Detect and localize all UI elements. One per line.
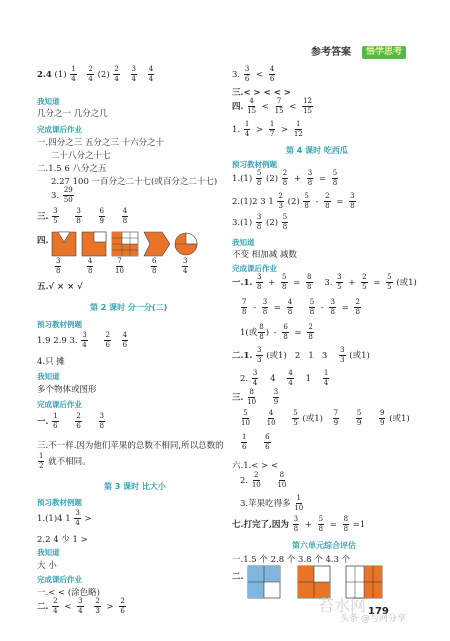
fraction: $\frac{3}{4}$ [131,65,136,83]
fraction: $\frac{3}{8}$ [99,412,104,430]
fraction: $\frac{6}{8}$ [283,323,288,341]
fraction: $\frac{5}{8}$ [332,169,338,187]
page-number: 179 [368,606,389,617]
answer-line: 3.苹果吃得多 $\frac{1}{10}$ [240,494,304,512]
fraction: $\frac{6}{6}$ [265,433,270,451]
section-homework: 完成课后作业 [232,264,277,273]
answer-line: 2. $\frac{3}{4}$ 4 $\frac{4}{4}$ 1 $\frac{1}{4}$ [240,369,329,387]
fraction: $\frac{3}{8}$ [256,213,262,231]
fraction: $\frac{8}{8}$ [307,273,312,291]
section-homework: 完成课后作业 [37,575,82,584]
header-badge: 悟学思考 [362,46,406,59]
fraction: $\frac{3}{8}$ [56,257,61,275]
fraction: $\frac{9}{9}$ [380,409,385,427]
fraction: $\frac{3}{3}$ [340,346,345,364]
shape-hexagon [144,232,170,256]
section-homework: 完成课后作业 [37,400,82,409]
fraction: $\frac{3}{4}$ [82,331,87,349]
fraction: $\frac{8}{8}$ [259,323,264,341]
shape-grid [112,232,138,256]
fraction: $\frac{2}{8}$ [282,169,288,187]
answer-line: 3. $\frac{29}{50}$ [51,186,73,204]
answer-line: 1.(1)4 1 $\frac{3}{4}$ > [37,509,92,527]
lesson-title: 第六单元综合评估 [292,541,356,550]
fraction: $\frac{7}{15}$ [274,97,284,115]
grid-figure-1 [248,566,280,598]
fraction: $\frac{2}{6}$ [120,597,125,615]
fraction: $\frac{1}{12}$ [293,120,303,138]
section-i-know: 我知道 [232,238,255,247]
answer-line: 二. $\frac{2}{4}$ < $\frac{3}{4}$ $\frac{2}{3}$ > $\frac{2}{6}$ [37,597,125,615]
answer-line: 2.2 4 少 1 > [37,535,88,545]
answer-line: $\frac{5}{10}$ $\frac{4}{10}$ $\frac{5}{5}$ (或1) $\frac{7}{9}$ $\frac{5}{9}$ $\frac{9}{9}$ (或1) [241,409,410,427]
fraction: $\frac{3}{8}$ [257,273,262,291]
lesson-title: 第 4 课时 吃西瓜 [286,146,348,155]
fraction: $\frac{2}{8}$ [355,298,360,316]
answer-line: 多个物体或图形 [37,385,97,395]
watermark-logo: 苔水网 [318,596,367,615]
fraction: $\frac{7}{8}$ [242,298,247,316]
fraction: $\frac{1}{6}$ [53,412,58,430]
fraction: $\frac{3}{8}$ [262,298,268,316]
fraction [150,258,158,275]
fraction: $\frac{1}{4}$ [323,369,329,387]
fraction: $\frac{5}{8}$ [304,192,309,210]
shape-circle [175,233,197,255]
answer-line: 四. $\frac{4}{15}$ < $\frac{7}{15}$ < $\frac{12}{15}$ [232,97,312,115]
fraction: $\frac{3}{4}$ [78,597,83,615]
answer-2-4: 2.4 (1) $\frac{1}{4}$ $\frac{2}{4}$ (2) $\frac{2}{4}$ $\frac{3}{4}$ $\frac{4}{4}$ [37,65,154,83]
answer-line: 1. $\frac{1}{4}$ > $\frac{1}{7}$ > $\frac{1}{12}$ [232,120,303,138]
fraction: $\frac{1}{7}$ [269,120,275,138]
answer-line: 一.四分之三 五分之三 十六分之十 [37,138,165,148]
section-preview: 预习教材例题 [232,160,277,169]
fraction: $\frac{5}{8}$ [256,169,262,187]
answer-line: 三.< > < < > [232,88,291,98]
fraction [181,258,189,275]
fraction: $\frac{3}{8}$ [76,207,81,225]
grid-figure-3 [346,566,382,598]
fraction: $\frac{5}{5}$ [387,273,392,291]
answer-line: 一.< < (涂色略) [37,588,100,598]
fraction: $\frac{8}{8}$ [343,515,349,533]
section-homework: 完成课后作业 [37,125,82,134]
fraction: $\frac{5}{8}$ [282,273,287,291]
answer-line: $\frac{7}{8}$ - $\frac{3}{8}$ = $\frac{4}{8}$ $\frac{5}{8}$ - $\frac{3}{8}$ = $\frac{2}{8}$ [242,298,360,316]
section-preview: 预习教材例题 [37,320,82,329]
fraction: $\frac{2}{3}$ [95,597,100,615]
fraction: $\frac{5}{8}$ [282,213,288,231]
fraction: $\frac{4}{4}$ [288,369,293,387]
fraction: $\frac{2}{8}$ [325,192,330,210]
lesson-title: 第 3 课时 比大小 [104,482,166,491]
section-i-know: 我知道 [37,372,60,381]
answer-line-prefix: 四. [37,236,49,246]
section-i-know: 我知道 [37,548,60,557]
answer-line: 五.√ × × √ [37,282,83,292]
section-i-know: 我知道 [37,97,60,106]
fraction: $\frac{4}{6}$ [269,65,275,83]
fraction: $\frac{3}{8}$ [293,515,299,533]
answer-line: 几分之一 几分之几 [37,109,108,119]
fraction: $\frac{7}{10}$ [115,257,124,275]
fraction: $\frac{2}{5}$ [362,273,367,291]
answer-line: 二.1. $\frac{3}{3}$ (或1) 2 1 3 $\frac{3}{3}$ (或1) [232,346,370,364]
answer-line: 4.只 摊 [37,357,65,367]
fraction: $\frac{2}{6}$ [105,331,110,349]
answer-line: 3.(1) $\frac{3}{8}$ (2) $\frac{5}{8}$ [232,213,288,231]
fraction: $\frac{5}{9}$ [356,409,362,427]
answer-line: 2. $\frac{2}{10}$ $\frac{8}{10}$ [240,471,287,489]
fraction: $\frac{6}{9}$ [99,207,104,225]
fraction: $\frac{2}{10}$ [251,471,261,489]
fraction: $\frac{8}{10}$ [247,388,257,406]
answer-line: 六.1.< > < [232,461,279,471]
fraction: $\frac{6}{8}$ [152,257,157,275]
answer-line: 1.(1) $\frac{5}{8}$ (2) $\frac{2}{8}$ + $\frac{3}{8}$ = $\frac{5}{8}$ [232,169,338,187]
answer-line: 2.27 100 一百分之二十七(或百分之二十七) [51,177,218,187]
grid-figure-2 [298,566,330,598]
fraction: $\frac{1}{6}$ [242,433,247,451]
fraction: $\frac{3}{5}$ [337,273,342,291]
fraction: $\frac{3}{9}$ [273,388,279,406]
answer-line: 二.1.5 6 八分之五 [37,164,107,174]
fraction: $\frac{2}{4}$ [88,65,93,83]
answer-line: 二十八分之十七 [51,151,111,161]
answer-line: 3. $\frac{3}{6}$ < $\frac{4}{6}$ [232,65,275,83]
fraction: $\frac{2}{4}$ [53,597,58,615]
fraction: $\frac{5}{8}$ [318,515,324,533]
fraction: $\frac{8}{10}$ [277,471,287,489]
fraction: $\frac{4}{10}$ [266,409,276,427]
fraction: $\frac{4}{8}$ [287,298,293,316]
fraction: $\frac{3}{8}$ [350,192,355,210]
fraction: $\frac{2}{6}$ [76,412,81,430]
fraction: $\frac{4}{4}$ [148,65,154,83]
answer-line [240,434,272,451]
fraction: $\frac{4}{8}$ [122,207,128,225]
header-title: 参考答案 [311,47,351,58]
fraction: $\frac{3}{8}$ [330,298,335,316]
answer-line: 大 小 [37,561,57,571]
shape-tshape [82,232,106,256]
fraction: $\frac{1}{2}$ [39,452,44,470]
answer-line: 1(或 $\frac{8}{8}$ ) - $\frac{6}{8}$ = $\frac{2}{8}$ [240,323,313,341]
fraction: $\frac{2}{3}$ [278,192,283,210]
fraction: $\frac{1}{4}$ [244,120,250,138]
fraction: $\frac{3}{4}$ [252,369,258,387]
fraction: $\frac{2}{8}$ [308,323,313,341]
answer-line: 一.1.5 个 2.8 个 3.8 个 4.3 个 [232,555,351,565]
answer-line: 一.1. $\frac{3}{8}$ + $\frac{5}{8}$ = $\frac{8}{8}$ 3. $\frac{3}{5}$ + $\frac{2}{5}$ = $\frac{5}{5}$ (或1) [232,273,417,291]
fraction: $\frac{4}{15}$ [247,97,257,115]
answer-line: 三. $\frac{8}{10}$ $\frac{3}{9}$ [232,388,279,406]
answer-line: 2.(1)2 3 1 $\frac{2}{3}$ (2) $\frac{5}{8}$ - $\frac{2}{8}$ = $\frac{3}{8}$ [232,192,355,210]
section-preview: 预习教材例题 [37,498,82,507]
fraction: $\frac{3}{4}$ [183,257,188,275]
answer-line: 不变 相加减 减数 [232,250,297,260]
fraction: $\frac{3}{5}$ [53,207,58,225]
answer-line: 1.9 2.9 3. $\frac{3}{4}$ $\frac{2}{6}$ $\frac{4}{6}$ [37,331,128,349]
fraction: $\frac{3}{6}$ [244,65,250,83]
fraction: $\frac{12}{15}$ [303,97,312,115]
fraction: $\frac{3}{4}$ [75,509,80,527]
fraction: $\frac{3}{8}$ [307,169,313,187]
shape-fractions [54,258,62,275]
answer-line-prefix: 二. [232,572,244,582]
fraction: $\frac{29}{50}$ [63,186,73,204]
answer-line: 七.打完了,因为 $\frac{3}{8}$ + $\frac{5}{8}$ = $\frac{8}{8}$ =1 [232,515,366,533]
fraction: $\frac{7}{9}$ [333,409,339,427]
fraction: $\frac{5}{8}$ [309,298,315,316]
fraction [86,258,94,275]
fraction: $\frac{3}{3}$ [257,346,262,364]
lesson-title: 第 2 课时 分一分(二) [90,303,168,312]
watermark-text: 头条 @与网分享 [340,614,406,624]
answer-line: 一. $\frac{1}{6}$ $\frac{2}{6}$ $\frac{3}{8}$ [37,412,104,430]
fraction: $\frac{4}{6}$ [122,331,128,349]
fraction: $\frac{1}{10}$ [294,494,304,512]
answer-line: 三. $\frac{3}{5}$ $\frac{3}{8}$ $\frac{6}{9}$ $\frac{4}{8}$ [37,207,128,225]
shapes-figure [50,228,200,260]
fraction: $\frac{5}{5}$ [293,409,298,427]
answer-line: 三.不一样.因为他们苹果的总数不相同,所以总数的 [37,441,224,451]
fraction: $\frac{2}{4}$ [114,65,119,83]
fraction: $\frac{5}{10}$ [241,409,250,427]
fraction [114,258,125,275]
fraction: $\frac{4}{8}$ [88,257,93,275]
fraction: $\frac{1}{4}$ [71,65,76,83]
answer-line: $\frac{1}{2}$ 就不相同。 [39,452,91,470]
shape-house [52,232,76,256]
